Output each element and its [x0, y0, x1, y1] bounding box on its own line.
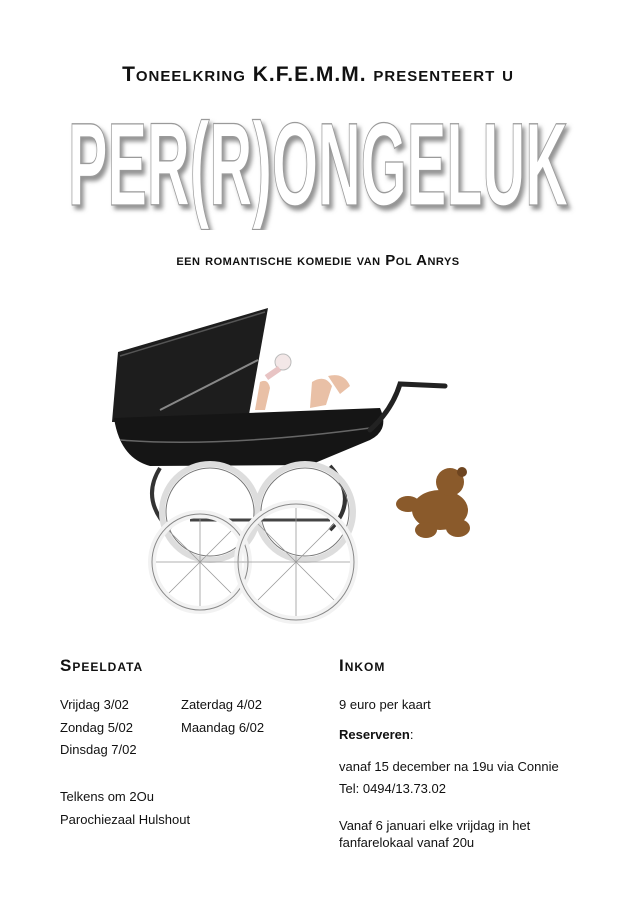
- venue: Parochiezaal Hulshout: [60, 812, 191, 827]
- baby-feet: [310, 379, 332, 408]
- reserve-line: [339, 727, 413, 742]
- date-friday: Vrijdag 3/02: [60, 697, 129, 712]
- fanfare-info-2: fanfarelokaal vanaf 20u: [339, 835, 475, 850]
- play-title-text: PER(R)ONGELUK: [68, 100, 568, 230]
- inkom-heading: Inkom: [339, 656, 386, 675]
- pram-body: [114, 408, 383, 466]
- date-sunday: Zondag 5/02: [60, 720, 134, 735]
- pram-hood: [112, 308, 268, 422]
- reserve-details: vanaf 15 december na 19u via Connie: [339, 759, 559, 774]
- phone-number: Tel: 0494/13.73.02: [339, 781, 446, 796]
- date-saturday: Zaterdag 4/02: [181, 697, 262, 712]
- reserve-label: Reserveren: [339, 727, 410, 742]
- play-title: [0, 100, 636, 230]
- date-tuesday: Dinsdag 7/02: [60, 742, 137, 757]
- fanfare-info-1: Vanaf 6 januari elke vrijdag in het: [339, 818, 531, 833]
- baby-arm: [255, 381, 270, 410]
- teddy-bear: [396, 467, 470, 538]
- presenter-line: Toneelkring K.F.E.M.M. presenteert u: [122, 63, 514, 86]
- play-subtitle: een romantische komedie van Pol Anrys: [176, 252, 460, 269]
- speeldata-heading: Speeldata: [60, 656, 144, 675]
- reserve-colon: :: [409, 727, 414, 742]
- date-monday: Maandag 6/02: [181, 720, 265, 735]
- pram-illustration: [100, 290, 500, 630]
- performance-time: Telkens om 2Ou: [60, 789, 154, 804]
- ticket-price: 9 euro per kaart: [339, 697, 431, 712]
